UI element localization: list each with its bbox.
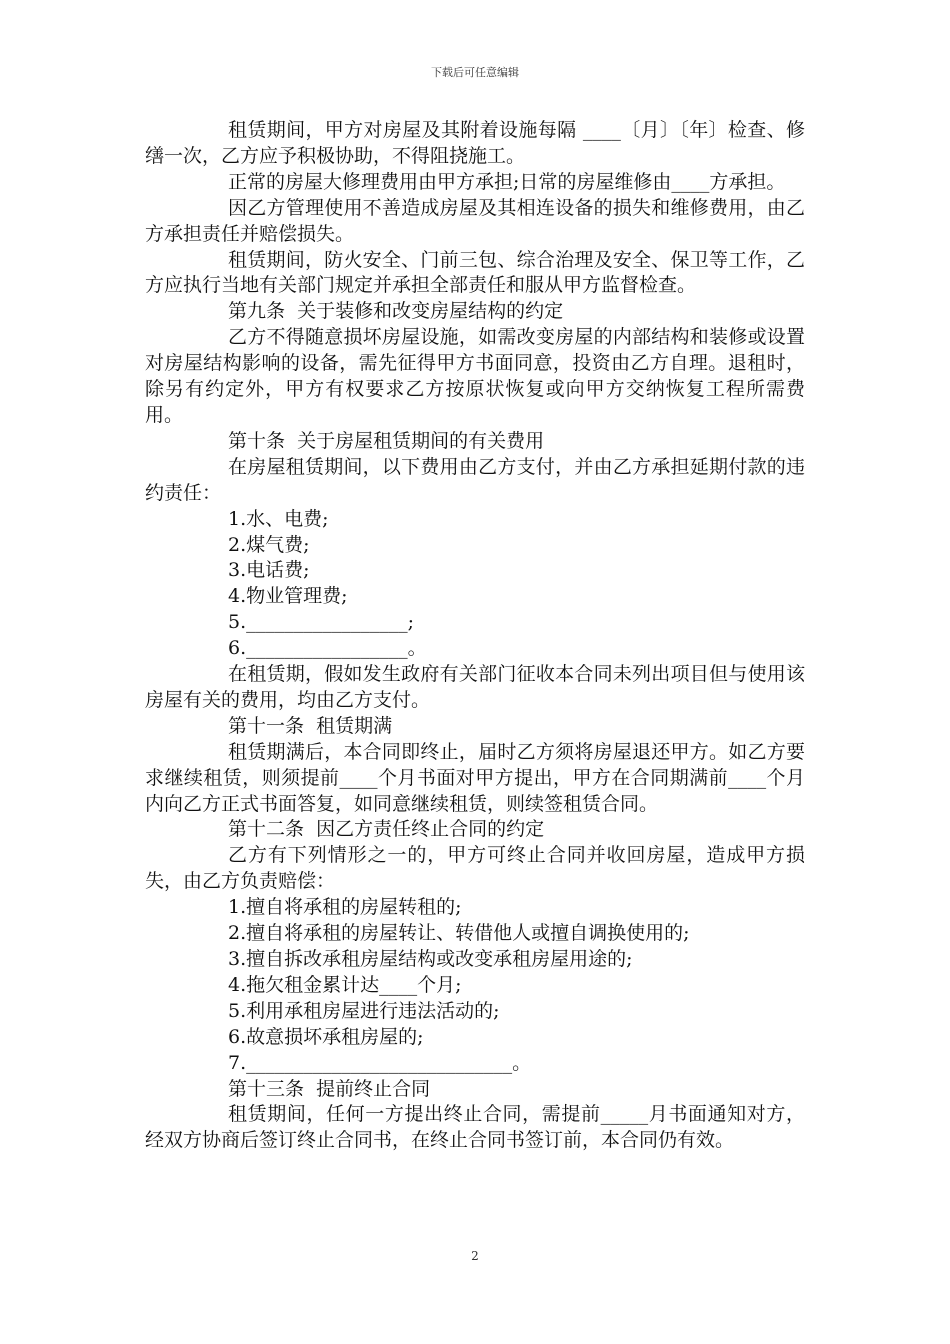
page-header: 下载后可任意编辑 <box>431 66 519 79</box>
paragraph: 因乙方管理使用不善造成房屋及其相连设备的损失和维修费用，由乙方承担责任并赔偿损失。 <box>145 196 805 245</box>
list-item: 1.擅自将承租的房屋转租的; <box>228 896 462 919</box>
article-heading: 第十二条 因乙方责任终止合同的约定 <box>228 818 545 841</box>
article-heading: 第十条 关于房屋租赁期间的有关费用 <box>228 429 545 452</box>
paragraph: 乙方有下列情形之一的，甲方可终止合同并收回房屋，造成甲方损失，由乙方负责赔偿： <box>145 844 805 893</box>
article-heading: 第十三条 提前终止合同 <box>228 1077 431 1100</box>
paragraph: 租赁期间，甲方对房屋及其附着设施每隔 ____〔月〕〔年〕检查、修缮一次，乙方应予积极协助，不得阻挠施工。 <box>145 119 805 167</box>
list-item: 5.利用承租房屋进行违法活动的; <box>228 999 500 1022</box>
paragraph: 在租赁期，假如发生政府有关部门征收本合同未列出项目但与使用该房屋有关的费用，均由乙方支付。 <box>145 663 805 711</box>
list-item: 3.擅自拆改承租房屋结构或改变承租房屋用途的; <box>228 948 633 970</box>
list-item: 3.电话费; <box>228 559 310 582</box>
paragraph: 正常的房屋大修理费用由甲方承担;日常的房屋维修由____方承担。 <box>228 170 786 193</box>
paragraph: 乙方不得随意损坏房屋设施，如需改变房屋的内部结构和装修或设置对房屋结构影响的设备，需先征得甲方书面同意，投资由乙方自理。退租时，除另有约定外，甲方有权要求乙方按原状恢复或向甲方交纳恢复工程所需费用。 <box>145 326 805 426</box>
list-item: 6.故意损坏承租房屋的; <box>228 1025 424 1048</box>
list-item: 6._________________。 <box>228 637 427 660</box>
document-body <box>145 118 805 1154</box>
paragraph: 租赁期间，防火安全、门前三包、综合治理及安全、保卫等工作，乙方应执行当地有关部门规定并承担全部责任和服从甲方监督检查。 <box>145 248 805 297</box>
page-number: 2 <box>471 1249 479 1263</box>
list-item: 2.煤气费; <box>228 533 310 556</box>
article-heading: 第十一条 租赁期满 <box>228 714 393 737</box>
list-item: 2.擅自将承租的房屋转让、转借他人或擅自调换使用的; <box>228 922 690 945</box>
list-item: 5._________________; <box>228 611 415 634</box>
article-heading: 第九条 关于装修和改变房屋结构的约定 <box>228 300 564 323</box>
list-item: 4.物业管理费; <box>228 585 348 608</box>
list-item: 1.水、电费; <box>228 507 329 530</box>
paragraph: 在房屋租赁期间，以下费用由乙方支付，并由乙方承担延期付款的违约责任： <box>145 455 805 504</box>
list-item: 4.拖欠租金累计达____个月; <box>228 973 462 996</box>
list-item: 7.____________________________。 <box>228 1051 532 1074</box>
paragraph: 租赁期间，任何一方提出终止合同，需提前_____月书面通知对方，经双方协商后签订终止合同书，在终止合同书签订前，本合同仍有效。 <box>145 1103 805 1152</box>
paragraph: 租赁期满后，本合同即终止，届时乙方须将房屋退还甲方。如乙方要求继续租赁，则须提前____个月书面对甲方提出，甲方在合同期满前____个月内向乙方正式书面答复，如同意继续租赁，则续签租赁合同。 <box>145 740 805 815</box>
